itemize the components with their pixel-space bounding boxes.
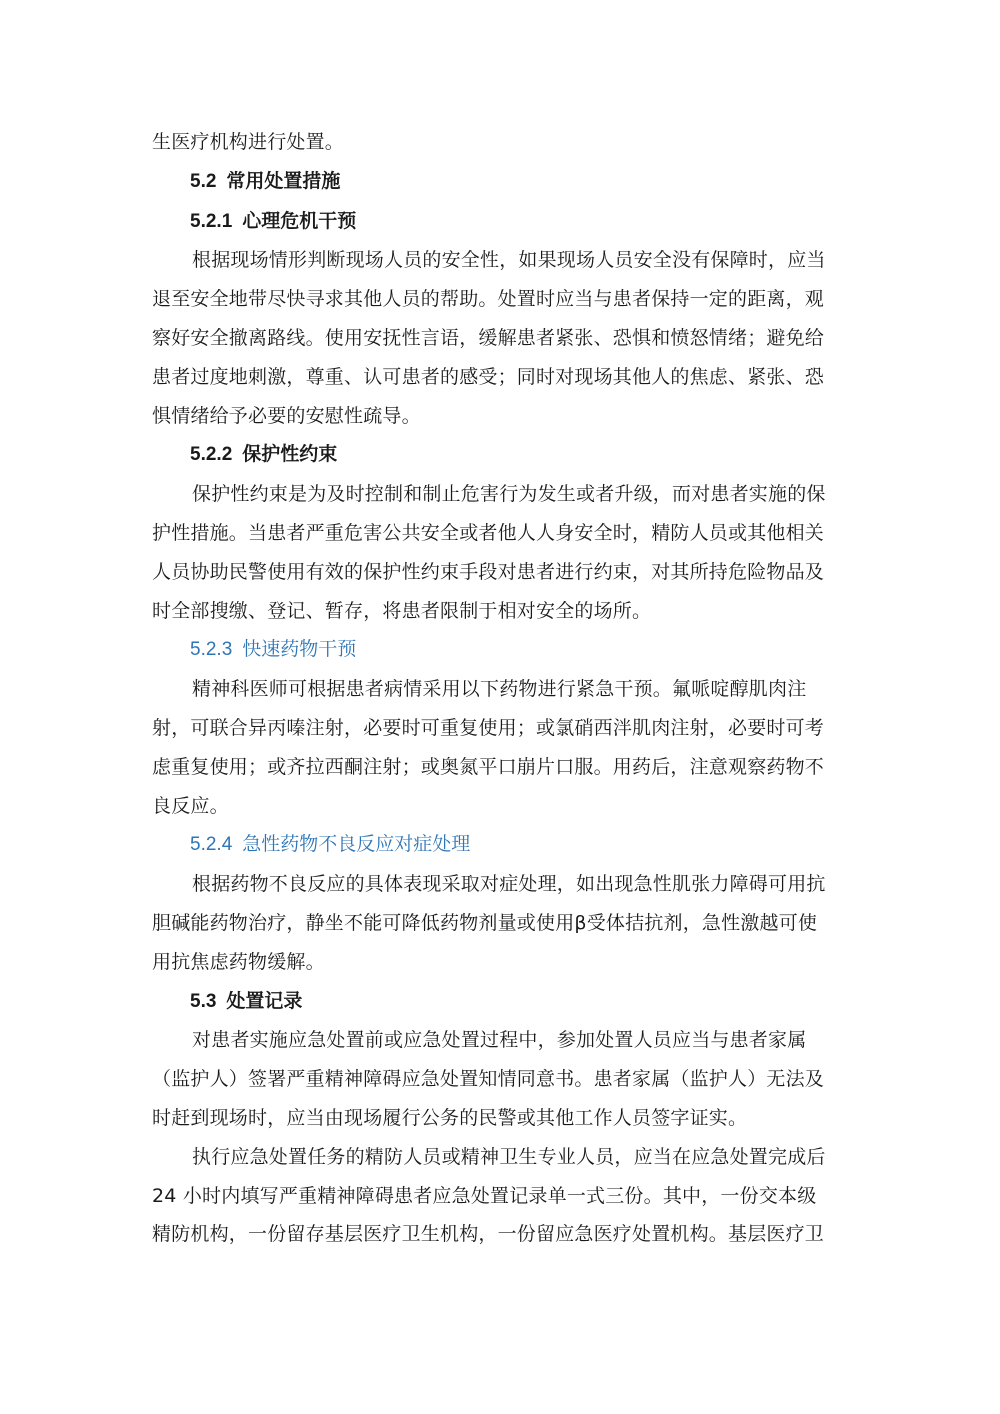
- heading-number: 5.2.2: [190, 444, 233, 466]
- section-heading-5-2-3: [152, 630, 852, 670]
- paragraph-line: 患者过度地刺激，尊重、认可患者的感受；同时对现场其他人的焦虑、紧张、恐: [152, 365, 825, 388]
- paragraph-line: 执行应急处置任务的精防人员或精神卫生专业人员，应当在应急处置完成后: [192, 1145, 826, 1168]
- paragraph-line: 射，可联合异丙嗪注射，必要时可重复使用；或氯硝西泮肌肉注射，必要时可考: [152, 716, 825, 739]
- heading-text: 快速药物干预: [242, 638, 357, 661]
- heading-number: 5.2: [190, 170, 217, 192]
- section-heading-5-2-2: [152, 435, 852, 475]
- paragraph-line: 根据药物不良反应的具体表现采取对症处理，如出现急性肌张力障碍可用抗: [192, 873, 826, 896]
- document-body: [152, 123, 852, 1254]
- paragraph-line: 时赶到现场时，应当由现场履行公务的民警或其他工作人员签字证实。: [152, 1106, 748, 1129]
- paragraph-line: 惧情绪给予必要的安慰性疏导。: [152, 404, 421, 427]
- paragraph-line: 护性措施。当患者严重危害公共安全或者他人人身安全时，精防人员或其他相关: [152, 521, 825, 544]
- heading-number: 5.2.4: [190, 834, 233, 856]
- text-line: 生医疗机构进行处置。: [152, 131, 345, 153]
- paragraph-line: 24 小时内填写严重精神障碍患者应急处置记录单一式三份。其中，一份交本级: [152, 1184, 817, 1207]
- section-heading-5-2: [152, 162, 852, 202]
- paragraph-line: （监护人）签署严重精神障碍应急处置知情同意书。患者家属（监护人）无法及: [152, 1068, 825, 1091]
- heading-text: 处置记录: [226, 989, 303, 1012]
- paragraph-line: 胆碱能药物治疗，静坐不能可降低药物剂量或使用β受体拮抗剂，急性激越可使: [152, 911, 818, 934]
- paragraph-line: 察好安全撤离路线。使用安抚性言语，缓解患者紧张、恐惧和愤怒情绪；避免给: [152, 326, 825, 349]
- paragraph-line: 精神科医师可根据患者病情采用以下药物进行紧急干预。氟哌啶醇肌肉注: [192, 678, 807, 701]
- paragraph-line: 保护性约束是为及时控制和制止危害行为发生或者升级，而对患者实施的保: [192, 483, 826, 506]
- heading-number: 5.2.3: [190, 639, 233, 661]
- heading-number: 5.2.1: [190, 210, 233, 232]
- section-heading-5-2-4: [152, 825, 852, 865]
- heading-number: 5.3: [190, 990, 217, 1012]
- heading-text: 常用处置措施: [226, 169, 341, 192]
- section-heading-5-3: [152, 982, 852, 1022]
- paragraph-line: 对患者实施应急处置前或应急处置过程中，参加处置人员应当与患者家属: [192, 1029, 807, 1052]
- section-heading-5-2-1: [152, 202, 852, 242]
- paragraph-line: 时全部搜缴、登记、暂存，将患者限制于相对安全的场所。: [152, 599, 652, 622]
- heading-text: 急性药物不良反应对症处理: [242, 833, 471, 856]
- paragraph-line: 虑重复使用；或齐拉西酮注射；或奥氮平口崩片口服。用药后，注意观察药物不: [152, 755, 825, 778]
- paragraph-line: 良反应。: [152, 794, 229, 817]
- paragraph-line: 人员协助民警使用有效的保护性约束手段对患者进行约束，对其所持危险物品及: [152, 560, 825, 583]
- heading-text: 心理危机干预: [242, 209, 357, 232]
- paragraph-line: 根据现场情形判断现场人员的安全性，如果现场人员安全没有保障时，应当: [192, 249, 826, 272]
- heading-text: 保护性约束: [242, 443, 338, 466]
- paragraph-line: 退至安全地带尽快寻求其他人员的帮助。处置时应当与患者保持一定的距离，观: [152, 288, 825, 311]
- paragraph-line: 精防机构，一份留存基层医疗卫生机构，一份留应急医疗处置机构。基层医疗卫: [152, 1223, 825, 1246]
- paragraph-line: 用抗焦虑药物缓解。: [152, 950, 325, 973]
